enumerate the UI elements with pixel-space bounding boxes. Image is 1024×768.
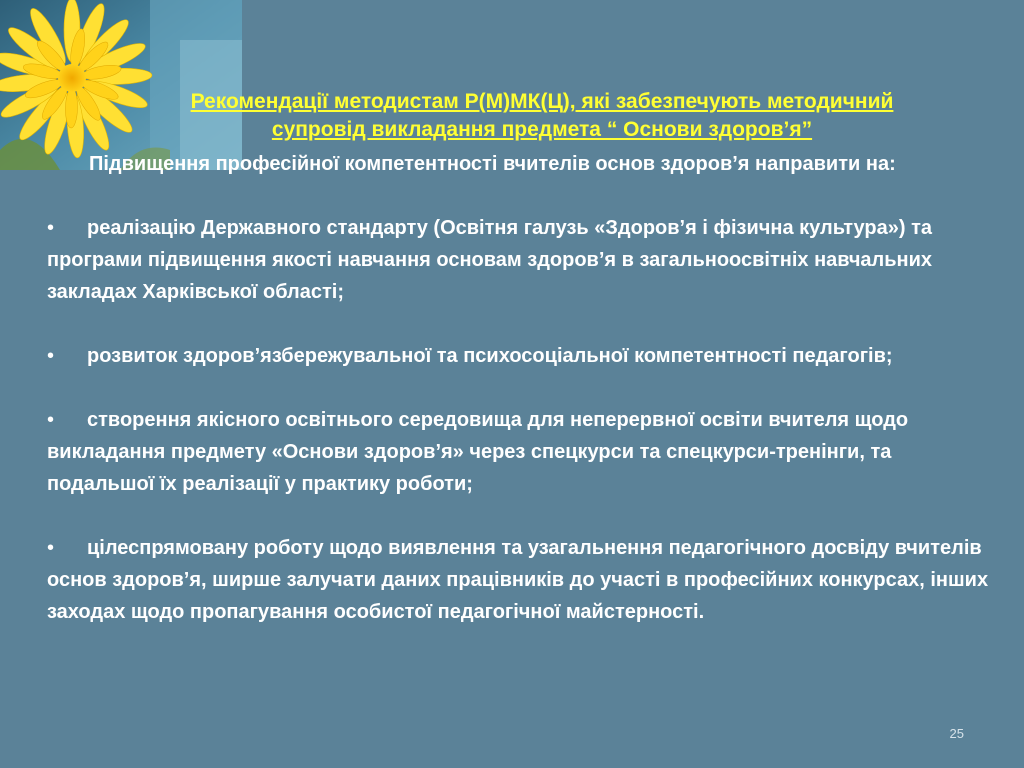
list-item (47, 404, 992, 500)
bullet-icon: • (47, 409, 55, 431)
slide-title (108, 88, 976, 144)
yellow-flower-icon (0, 0, 242, 170)
bullet-icon: • (47, 537, 55, 559)
list-item-text: розвиток здоров’язбережувальної та психосоціальної компетентності педагогів; (87, 345, 893, 367)
list-item-text: реалізацію Державного стандарту (Освітня галузь «Здоров’я і фізична культура») та програми підвищення якості навчання основам здоров’я в загальноосвітніх навчальних закладах Харківської області; (47, 217, 933, 303)
list-item-text: цілеспрямовану роботу щодо виявлення та узагальнення педагогічного досвіду вчителів основ здоров’я, ширше залучати даних працівників до участі в професійних конкурсах, інших заходах щодо пропагування особистої педагогічної майстерності. (47, 537, 989, 623)
list-item (47, 340, 992, 372)
list-item (47, 532, 992, 628)
intro-paragraph: Підвищення професійної компетентності вчителів основ здоров’я направити на: (89, 153, 896, 175)
list-item (47, 212, 992, 308)
slide-title-line-1: Рекомендації методистам Р(М)МК(Ц), які забезпечують методичний (190, 90, 894, 113)
page-number: 25 (949, 726, 964, 741)
bullet-icon: • (47, 217, 55, 239)
list-item-text: створення якісного освітнього середовища для неперервної освіти вчителя щодо викладання предмету «Основи здоров’я» через спецкурси та спецкурси-тренінги, та подальшої їх реалізації у практику роботи; (47, 409, 909, 495)
slide-title-line-2: супровід викладання предмета “ Основи здоров’я” (271, 118, 813, 141)
slide-body (47, 148, 992, 628)
bullet-icon: • (47, 345, 55, 367)
